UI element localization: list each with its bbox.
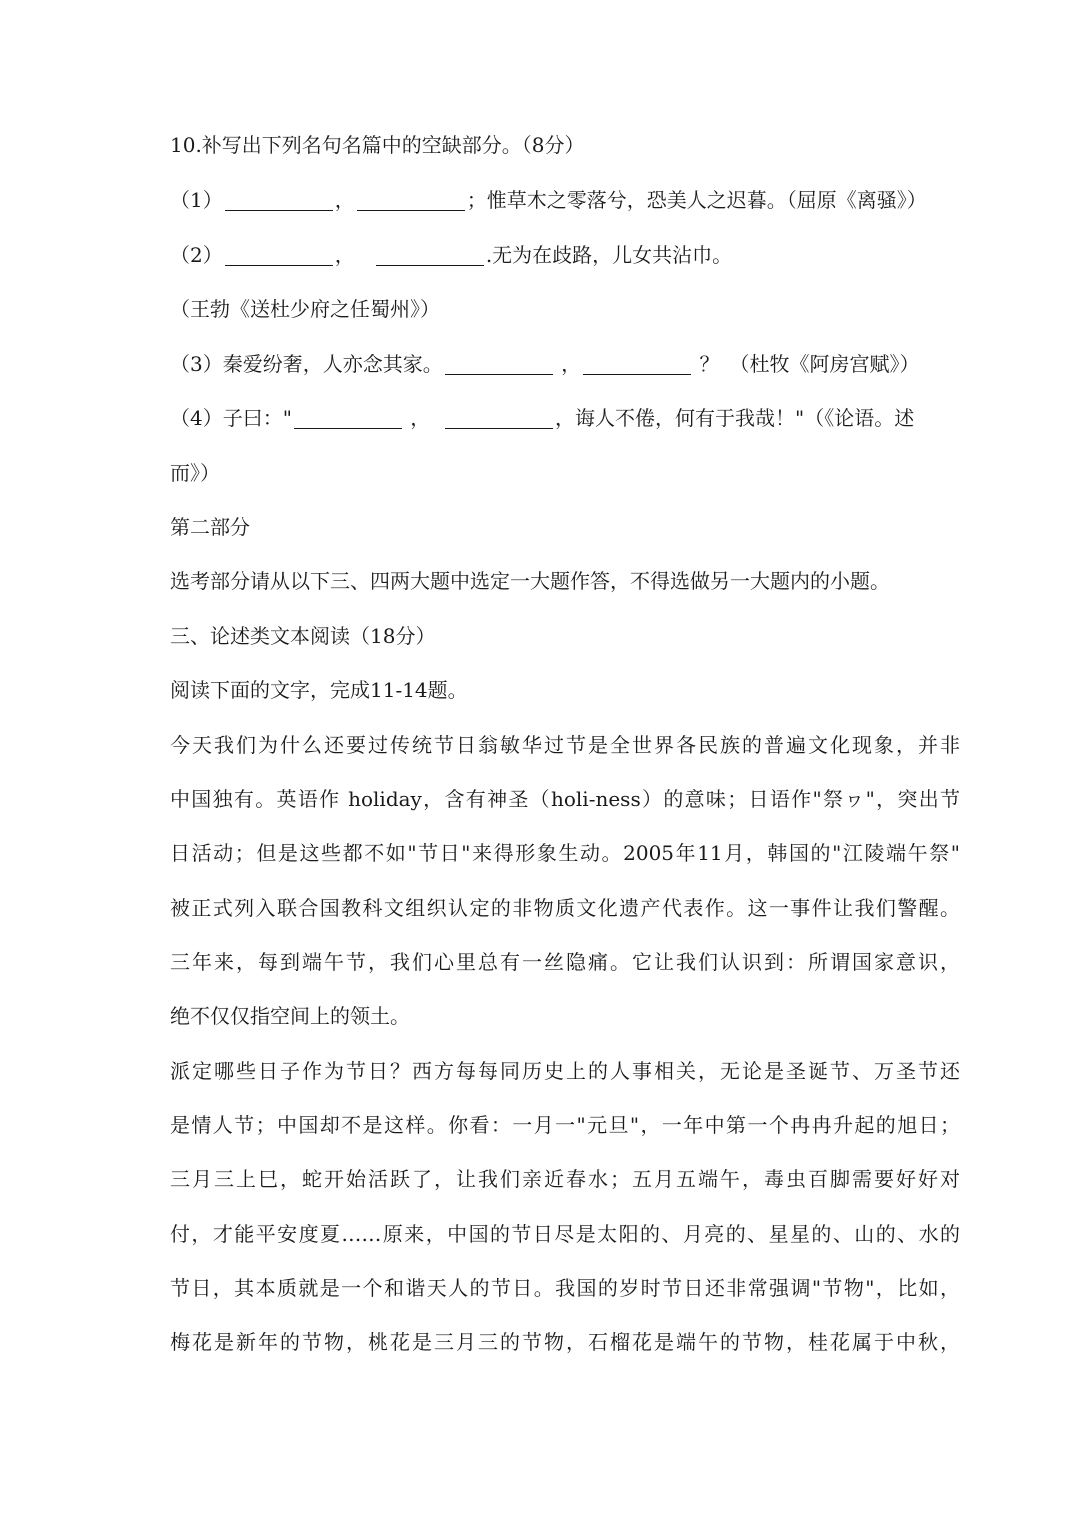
passage-p1-line: 被正式列入联合国教科文组织认定的非物质文化遗产代表作。这一事件让我们警醒。 xyxy=(170,896,960,920)
passage-p2-line: 派定哪些日子作为节日？西方每每同历史上的人事相关，无论是圣诞节、万圣节还 xyxy=(170,1059,960,1083)
item-4-text-after: ，诲人不倦，何有于我哉！"（《论语。述 xyxy=(555,406,915,430)
blank-3b[interactable] xyxy=(583,352,691,375)
item-1-sep: ， xyxy=(334,188,355,212)
blank-3a[interactable] xyxy=(445,352,553,375)
item-1-text: ；惟草木之零落兮，恐美人之迟暮。（屈原《离骚》） xyxy=(466,188,927,212)
item-2-sep: ， xyxy=(334,243,355,267)
item-4-sep: ， xyxy=(410,406,431,430)
passage-p1-line: 今天我们为什么还要过传统节日翁敏华过节是全世界各民族的普遍文化现象，并非 xyxy=(170,733,960,757)
blank-1b[interactable] xyxy=(357,188,465,211)
passage-p2-line: 三月三上巳，蛇开始活跃了，让我们亲近春水；五月五端午，毒虫百脚需要好好对 xyxy=(170,1167,960,1191)
reading-prompt: 阅读下面的文字，完成11-14题。 xyxy=(170,678,468,702)
blank-4b[interactable] xyxy=(445,406,553,429)
passage-p1-line: 三年来，每到端午节，我们心里总有一丝隐痛。它让我们认识到：所谓国家意识， xyxy=(170,950,960,974)
item-3-text-after: ？ （杜牧《阿房宫赋》） xyxy=(699,352,920,376)
question-10-item-3 xyxy=(170,349,960,379)
blank-2b[interactable] xyxy=(376,243,484,266)
passage-p2-line: 付，才能平安度夏……原来，中国的节日尽是太阳的、月亮的、星星的、山的、水的 xyxy=(170,1222,960,1246)
passage-p2-line: 是情人节；中国却不是这样。你看：一月一"元旦"，一年中第一个冉冉升起的旭日； xyxy=(170,1113,960,1137)
item-3-text-before: （3）秦爱纷奢，人亦念其家。 xyxy=(170,352,443,376)
item-2-label: （2） xyxy=(170,243,223,267)
item-2-text: .无为在歧路，儿女共沾巾。 xyxy=(485,243,733,267)
passage-p2-line: 节日，其本质就是一个和谐天人的节日。我国的岁时节日还非常强调"节物"，比如， xyxy=(170,1276,960,1300)
item-1-label: （1） xyxy=(170,188,223,212)
passage-p2-line: 梅花是新年的节物，桃花是三月三的节物，石榴花是端午的节物，桂花属于中秋， xyxy=(170,1330,960,1354)
blank-2a[interactable] xyxy=(225,243,333,266)
passage-p1-line: 中国独有。英语作 holiday，含有神圣（holi-ness）的意味；日语作"祭ヮ"，突出节 xyxy=(170,787,960,811)
blank-4a[interactable] xyxy=(294,406,402,429)
blank-1a[interactable] xyxy=(225,188,333,211)
part-2-heading: 第二部分 xyxy=(170,515,250,539)
question-10-item-2 xyxy=(170,240,960,270)
item-4-continuation: 而》） xyxy=(170,461,220,485)
question-10-item-1 xyxy=(170,185,960,215)
item-2-source: （王勃《送杜少府之任蜀州》） xyxy=(170,297,440,321)
item-3-sep: ， xyxy=(561,352,582,376)
passage-p1-line: 日活动；但是这些都不如"节日"来得形象生动。2005年11月，韩国的"江陵端午祭" xyxy=(170,841,960,865)
question-10-item-4 xyxy=(170,403,960,433)
passage-p1-line: 绝不仅仅指空间上的领土。 xyxy=(170,1004,410,1028)
section-3-title: 三、论述类文本阅读（18分） xyxy=(170,624,436,648)
item-4-text-before: （4）子曰：" xyxy=(170,406,292,430)
question-10-title: 10.补写出下列名句名篇中的空缺部分。（8分） xyxy=(170,133,585,157)
part-2-instruction: 选考部分请从以下三、四两大题中选定一大题作答，不得选做另一大题内的小题。 xyxy=(170,569,890,593)
